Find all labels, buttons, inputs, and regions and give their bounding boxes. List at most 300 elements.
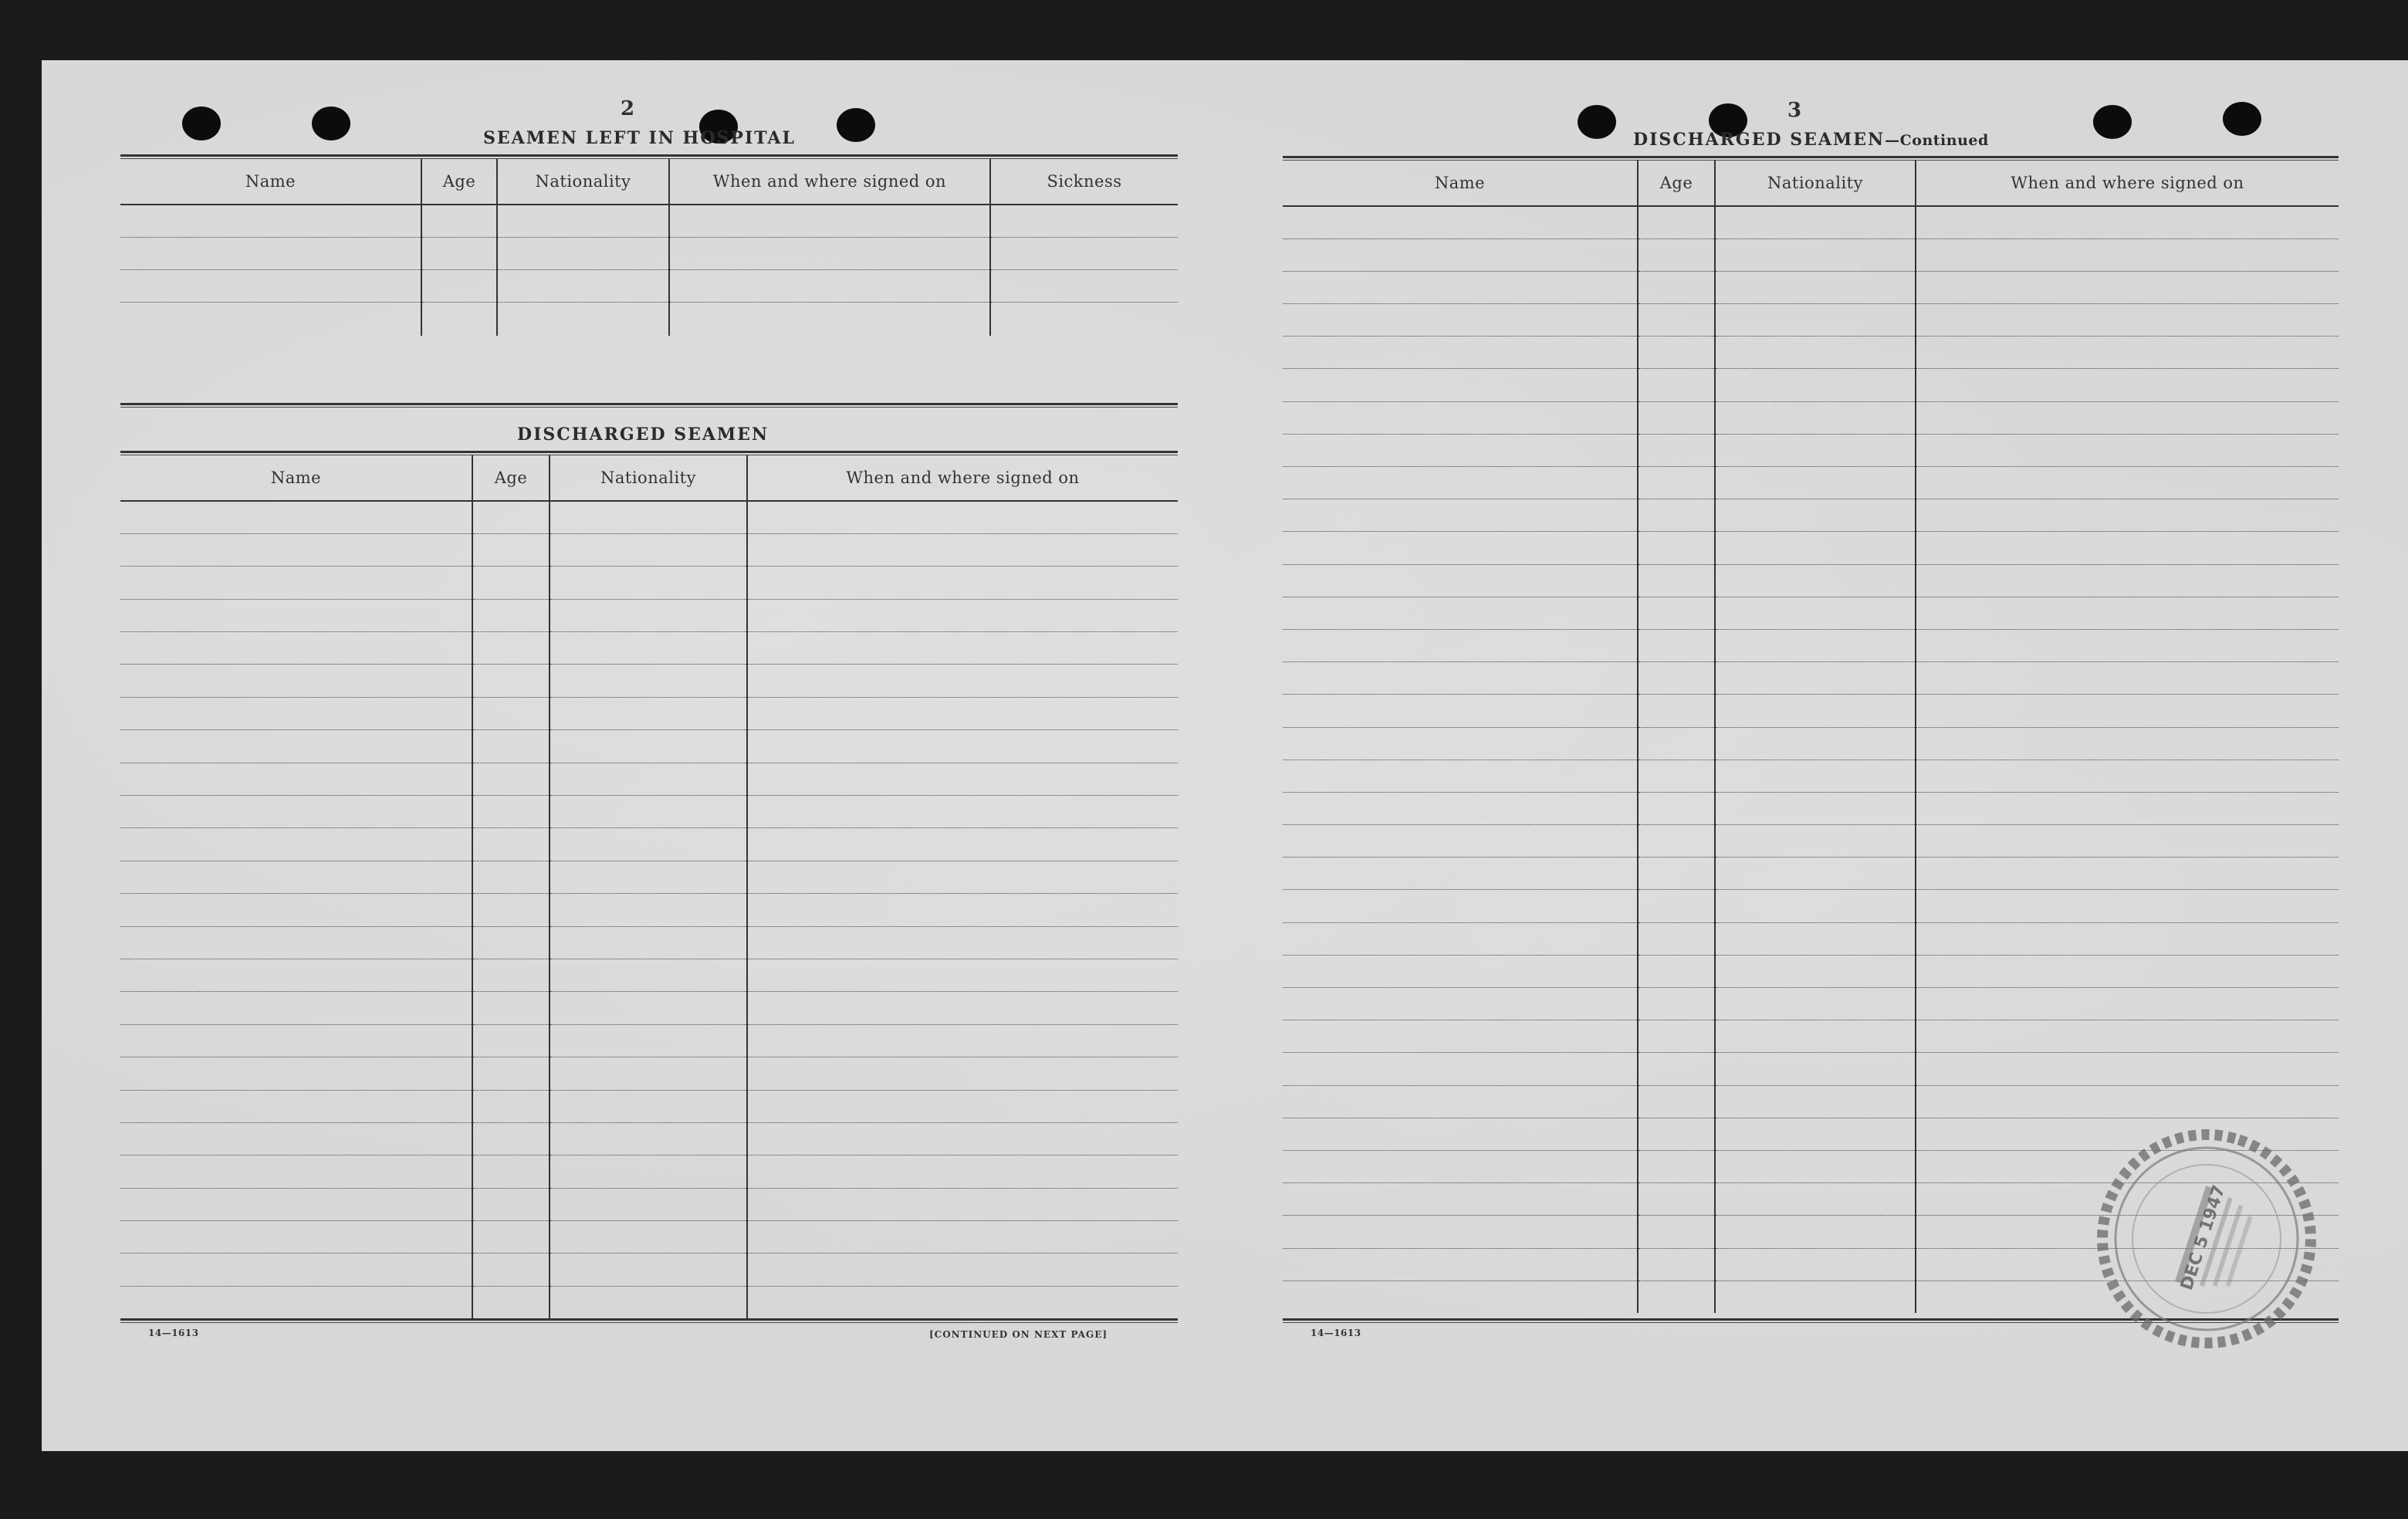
table-row bbox=[1283, 825, 2339, 858]
name-cell[interactable] bbox=[120, 533, 472, 566]
age-cell[interactable] bbox=[472, 1024, 550, 1057]
punch-hole bbox=[837, 108, 875, 142]
table-row bbox=[1283, 727, 2339, 760]
name-cell[interactable] bbox=[1283, 825, 1638, 858]
age-cell[interactable] bbox=[472, 730, 550, 763]
table-row bbox=[1283, 858, 2339, 890]
name-cell[interactable] bbox=[120, 567, 472, 599]
nationality-cell[interactable] bbox=[1715, 434, 1916, 466]
signed-on-cell[interactable] bbox=[1916, 955, 2339, 987]
name-cell[interactable] bbox=[1283, 1183, 1638, 1216]
name-cell[interactable] bbox=[120, 1155, 472, 1188]
nationality-cell[interactable] bbox=[550, 796, 747, 828]
nationality-cell[interactable] bbox=[497, 302, 669, 336]
nationality-cell[interactable] bbox=[550, 533, 747, 566]
signed-on-cell[interactable] bbox=[1916, 532, 2339, 564]
name-cell[interactable] bbox=[120, 1057, 472, 1090]
signed-on-cell[interactable] bbox=[747, 533, 1178, 566]
name-cell[interactable] bbox=[1283, 890, 1638, 922]
name-cell[interactable] bbox=[120, 501, 472, 533]
nationality-cell[interactable] bbox=[1715, 1216, 1916, 1248]
age-cell[interactable] bbox=[472, 697, 550, 729]
name-cell[interactable] bbox=[1283, 532, 1638, 564]
signed-on-cell[interactable] bbox=[747, 665, 1178, 697]
nationality-cell[interactable] bbox=[1715, 1085, 1916, 1118]
signed-on-cell[interactable] bbox=[747, 894, 1178, 926]
column-header-age: Age bbox=[1638, 161, 1715, 206]
name-cell[interactable] bbox=[1283, 304, 1638, 337]
continued-suffix: —Continued bbox=[1885, 132, 1989, 149]
signed-on-cell[interactable] bbox=[747, 632, 1178, 665]
age-cell[interactable] bbox=[472, 861, 550, 893]
signed-on-cell[interactable] bbox=[1916, 304, 2339, 337]
name-cell[interactable] bbox=[1283, 1248, 1638, 1280]
name-cell[interactable] bbox=[120, 599, 472, 631]
age-cell[interactable] bbox=[1638, 922, 1715, 955]
name-cell[interactable] bbox=[1283, 1216, 1638, 1248]
signed-on-cell[interactable] bbox=[1916, 890, 2339, 922]
signed-on-cell[interactable] bbox=[1916, 239, 2339, 271]
signed-on-cell[interactable] bbox=[1916, 760, 2339, 792]
age-cell[interactable] bbox=[1638, 434, 1715, 466]
nationality-cell[interactable] bbox=[1715, 955, 1916, 987]
name-cell[interactable] bbox=[120, 237, 421, 269]
table-row bbox=[120, 665, 1178, 697]
age-cell[interactable] bbox=[1638, 206, 1715, 239]
signed-on-cell[interactable] bbox=[747, 992, 1178, 1024]
nationality-cell[interactable] bbox=[1715, 988, 1916, 1020]
age-cell[interactable] bbox=[472, 992, 550, 1024]
nationality-cell[interactable] bbox=[1715, 695, 1916, 727]
nationality-cell[interactable] bbox=[1715, 597, 1916, 629]
nationality-cell[interactable] bbox=[550, 1188, 747, 1220]
name-cell[interactable] bbox=[120, 861, 472, 893]
signed-on-cell[interactable] bbox=[1916, 629, 2339, 661]
name-cell[interactable] bbox=[120, 926, 472, 959]
name-cell[interactable] bbox=[120, 1221, 472, 1253]
signed-on-cell[interactable] bbox=[747, 1188, 1178, 1220]
nationality-cell[interactable] bbox=[550, 599, 747, 631]
name-cell[interactable] bbox=[1283, 629, 1638, 661]
nationality-cell[interactable] bbox=[1715, 662, 1916, 695]
signed-on-cell[interactable] bbox=[669, 237, 990, 269]
nationality-cell[interactable] bbox=[1715, 1248, 1916, 1280]
nationality-cell[interactable] bbox=[550, 926, 747, 959]
age-cell[interactable] bbox=[472, 1155, 550, 1188]
age-cell[interactable] bbox=[472, 894, 550, 926]
nationality-cell[interactable] bbox=[550, 1024, 747, 1057]
table-row bbox=[120, 1155, 1178, 1188]
age-cell[interactable] bbox=[1638, 629, 1715, 661]
table-row bbox=[120, 926, 1178, 959]
name-cell[interactable] bbox=[1283, 760, 1638, 792]
signed-on-cell[interactable] bbox=[1916, 1020, 2339, 1053]
name-cell[interactable] bbox=[1283, 401, 1638, 434]
signed-on-cell[interactable] bbox=[669, 302, 990, 336]
table-row bbox=[1283, 955, 2339, 987]
name-cell[interactable] bbox=[120, 632, 472, 665]
nationality-cell[interactable] bbox=[550, 992, 747, 1024]
form-number-left: 14—1613 bbox=[148, 1328, 199, 1338]
signed-on-cell[interactable] bbox=[747, 697, 1178, 729]
nationality-cell[interactable] bbox=[550, 697, 747, 729]
table-row bbox=[1283, 532, 2339, 564]
age-cell[interactable] bbox=[1638, 1085, 1715, 1118]
column-header-nationality: Nationality bbox=[497, 159, 669, 205]
name-cell[interactable] bbox=[1283, 662, 1638, 695]
name-cell[interactable] bbox=[120, 205, 421, 237]
age-cell[interactable] bbox=[472, 926, 550, 959]
age-cell[interactable] bbox=[1638, 1248, 1715, 1280]
signed-on-cell[interactable] bbox=[1916, 337, 2339, 369]
nationality-cell[interactable] bbox=[497, 269, 669, 302]
name-cell[interactable] bbox=[1283, 239, 1638, 271]
table-row bbox=[120, 567, 1178, 599]
age-cell[interactable] bbox=[1638, 662, 1715, 695]
table-row bbox=[1283, 1085, 2339, 1118]
age-cell[interactable] bbox=[1638, 564, 1715, 597]
signed-on-cell[interactable] bbox=[1916, 695, 2339, 727]
name-cell[interactable] bbox=[1283, 922, 1638, 955]
name-cell[interactable] bbox=[1283, 467, 1638, 499]
nationality-cell[interactable] bbox=[1715, 532, 1916, 564]
signed-on-cell[interactable] bbox=[669, 269, 990, 302]
nationality-cell[interactable] bbox=[550, 861, 747, 893]
signed-on-cell[interactable] bbox=[1916, 792, 2339, 824]
nationality-cell[interactable] bbox=[550, 894, 747, 926]
nationality-cell[interactable] bbox=[1715, 271, 1916, 303]
table-row bbox=[1283, 629, 2339, 661]
table-row bbox=[1283, 337, 2339, 369]
name-cell[interactable] bbox=[120, 302, 421, 336]
age-cell[interactable] bbox=[472, 1221, 550, 1253]
name-cell[interactable] bbox=[1283, 1053, 1638, 1085]
name-cell[interactable] bbox=[120, 665, 472, 697]
name-cell[interactable] bbox=[120, 763, 472, 795]
signed-on-cell[interactable] bbox=[747, 567, 1178, 599]
nationality-cell[interactable] bbox=[550, 1122, 747, 1155]
signed-on-cell[interactable] bbox=[1916, 825, 2339, 858]
age-cell[interactable] bbox=[472, 1253, 550, 1286]
age-cell[interactable] bbox=[1638, 304, 1715, 337]
age-cell[interactable] bbox=[1638, 1020, 1715, 1053]
page-number-left: 2 bbox=[621, 97, 635, 120]
age-cell[interactable] bbox=[472, 1057, 550, 1090]
name-cell[interactable] bbox=[1283, 1150, 1638, 1182]
nationality-cell[interactable] bbox=[1715, 239, 1916, 271]
table-row bbox=[1283, 467, 2339, 499]
signed-on-cell[interactable] bbox=[1916, 467, 2339, 499]
age-cell[interactable] bbox=[472, 828, 550, 861]
name-cell[interactable] bbox=[120, 959, 472, 991]
page-number-right: 3 bbox=[1787, 99, 1802, 122]
table-row bbox=[120, 269, 1178, 302]
signed-on-cell[interactable] bbox=[1916, 1053, 2339, 1085]
nationality-cell[interactable] bbox=[1715, 1118, 1916, 1150]
column-header-age: Age bbox=[421, 159, 497, 205]
name-cell[interactable] bbox=[1283, 499, 1638, 532]
name-cell[interactable] bbox=[1283, 271, 1638, 303]
table-row bbox=[1283, 564, 2339, 597]
age-cell[interactable] bbox=[1638, 1118, 1715, 1150]
age-cell[interactable] bbox=[1638, 760, 1715, 792]
table-row bbox=[120, 302, 1178, 336]
nationality-cell[interactable] bbox=[1715, 1150, 1916, 1182]
signed-on-cell[interactable] bbox=[1916, 434, 2339, 466]
table-row bbox=[120, 1057, 1178, 1090]
table-row bbox=[120, 1024, 1178, 1057]
signed-on-cell[interactable] bbox=[747, 1122, 1178, 1155]
column-header-nationality: Nationality bbox=[1715, 161, 1916, 206]
signed-on-cell[interactable] bbox=[1916, 1085, 2339, 1118]
nationality-cell[interactable] bbox=[550, 1286, 747, 1318]
nationality-cell[interactable] bbox=[1715, 337, 1916, 369]
table-row bbox=[1283, 239, 2339, 271]
nationality-cell[interactable] bbox=[550, 1090, 747, 1122]
signed-on-cell[interactable] bbox=[747, 1057, 1178, 1090]
name-cell[interactable] bbox=[1283, 1020, 1638, 1053]
name-cell[interactable] bbox=[120, 1188, 472, 1220]
name-cell[interactable] bbox=[1283, 206, 1638, 239]
nationality-cell[interactable] bbox=[1715, 206, 1916, 239]
signed-on-cell[interactable] bbox=[747, 763, 1178, 795]
signed-on-cell[interactable] bbox=[747, 1221, 1178, 1253]
table-row bbox=[1283, 499, 2339, 532]
signed-on-cell[interactable] bbox=[747, 959, 1178, 991]
table-row bbox=[1283, 695, 2339, 727]
age-cell[interactable] bbox=[1638, 499, 1715, 532]
age-cell[interactable] bbox=[421, 269, 497, 302]
name-cell[interactable] bbox=[120, 1090, 472, 1122]
signed-on-cell[interactable] bbox=[747, 730, 1178, 763]
name-cell[interactable] bbox=[120, 1024, 472, 1057]
table-row bbox=[1283, 1020, 2339, 1053]
name-cell[interactable] bbox=[120, 1286, 472, 1318]
nationality-cell[interactable] bbox=[550, 665, 747, 697]
nationality-cell[interactable] bbox=[550, 959, 747, 991]
age-cell[interactable] bbox=[472, 796, 550, 828]
age-cell[interactable] bbox=[1638, 337, 1715, 369]
nationality-cell[interactable] bbox=[1715, 1020, 1916, 1053]
age-cell[interactable] bbox=[1638, 1280, 1715, 1313]
nationality-cell[interactable] bbox=[1715, 629, 1916, 661]
name-cell[interactable] bbox=[1283, 434, 1638, 466]
signed-on-cell[interactable] bbox=[1916, 271, 2339, 303]
signed-on-cell[interactable] bbox=[1916, 597, 2339, 629]
table-row bbox=[1283, 271, 2339, 303]
name-cell[interactable] bbox=[120, 992, 472, 1024]
nationality-cell[interactable] bbox=[1715, 369, 1916, 401]
age-cell[interactable] bbox=[1638, 369, 1715, 401]
name-cell[interactable] bbox=[1283, 1118, 1638, 1150]
nationality-cell[interactable] bbox=[497, 205, 669, 237]
name-cell[interactable] bbox=[1283, 858, 1638, 890]
age-cell[interactable] bbox=[472, 599, 550, 631]
nationality-cell[interactable] bbox=[1715, 1053, 1916, 1085]
nationality-cell[interactable] bbox=[550, 730, 747, 763]
nationality-cell[interactable] bbox=[1715, 727, 1916, 760]
sickness-cell[interactable] bbox=[990, 269, 1178, 302]
signed-on-cell[interactable] bbox=[1916, 401, 2339, 434]
age-cell[interactable] bbox=[1638, 239, 1715, 271]
signed-on-cell[interactable] bbox=[747, 1090, 1178, 1122]
age-cell[interactable] bbox=[472, 763, 550, 795]
nationality-cell[interactable] bbox=[1715, 564, 1916, 597]
signed-on-cell[interactable] bbox=[1916, 499, 2339, 532]
nationality-cell[interactable] bbox=[1715, 499, 1916, 532]
table-header-row bbox=[120, 455, 1178, 501]
name-cell[interactable] bbox=[120, 1122, 472, 1155]
signed-on-cell[interactable] bbox=[1916, 988, 2339, 1020]
discharged-section-title: DISCHARGED SEAMEN bbox=[517, 425, 769, 445]
signed-on-cell[interactable] bbox=[1916, 922, 2339, 955]
nationality-cell[interactable] bbox=[550, 1057, 747, 1090]
nationality-cell[interactable] bbox=[1715, 792, 1916, 824]
age-cell[interactable] bbox=[421, 302, 497, 336]
age-cell[interactable] bbox=[1638, 955, 1715, 987]
table-row bbox=[120, 533, 1178, 566]
age-cell[interactable] bbox=[1638, 1183, 1715, 1216]
age-cell[interactable] bbox=[1638, 401, 1715, 434]
age-cell[interactable] bbox=[1638, 1216, 1715, 1248]
age-cell[interactable] bbox=[472, 501, 550, 533]
nationality-cell[interactable] bbox=[550, 1253, 747, 1286]
name-cell[interactable] bbox=[1283, 337, 1638, 369]
age-cell[interactable] bbox=[1638, 695, 1715, 727]
hospital-table bbox=[120, 159, 1178, 336]
signed-on-cell[interactable] bbox=[1916, 662, 2339, 695]
signed-on-cell[interactable] bbox=[747, 926, 1178, 959]
nationality-cell[interactable] bbox=[1715, 760, 1916, 792]
signed-on-cell[interactable] bbox=[747, 796, 1178, 828]
sickness-cell[interactable] bbox=[990, 302, 1178, 336]
name-cell[interactable] bbox=[120, 269, 421, 302]
nationality-cell[interactable] bbox=[1715, 825, 1916, 858]
sickness-cell[interactable] bbox=[990, 237, 1178, 269]
nationality-cell[interactable] bbox=[550, 632, 747, 665]
nationality-cell[interactable] bbox=[1715, 304, 1916, 337]
age-cell[interactable] bbox=[1638, 858, 1715, 890]
nationality-cell[interactable] bbox=[550, 501, 747, 533]
age-cell[interactable] bbox=[1638, 1150, 1715, 1182]
name-cell[interactable] bbox=[120, 894, 472, 926]
nationality-cell[interactable] bbox=[550, 828, 747, 861]
age-cell[interactable] bbox=[421, 205, 497, 237]
age-cell[interactable] bbox=[1638, 792, 1715, 824]
nationality-cell[interactable] bbox=[1715, 890, 1916, 922]
name-cell[interactable] bbox=[120, 796, 472, 828]
signed-on-cell[interactable] bbox=[1916, 564, 2339, 597]
name-cell[interactable] bbox=[120, 730, 472, 763]
name-cell[interactable] bbox=[1283, 792, 1638, 824]
name-cell[interactable] bbox=[1283, 597, 1638, 629]
table-row bbox=[1283, 597, 2339, 629]
nationality-cell[interactable] bbox=[1715, 1280, 1916, 1313]
nationality-cell[interactable] bbox=[1715, 858, 1916, 890]
signed-on-cell[interactable] bbox=[747, 599, 1178, 631]
signed-on-cell[interactable] bbox=[1916, 727, 2339, 760]
name-cell[interactable] bbox=[1283, 727, 1638, 760]
age-cell[interactable] bbox=[472, 959, 550, 991]
age-cell[interactable] bbox=[472, 1122, 550, 1155]
signed-on-cell[interactable] bbox=[747, 861, 1178, 893]
sickness-cell[interactable] bbox=[990, 205, 1178, 237]
table-row bbox=[120, 992, 1178, 1024]
signed-on-cell[interactable] bbox=[747, 1253, 1178, 1286]
signed-on-cell[interactable] bbox=[1916, 206, 2339, 239]
age-cell[interactable] bbox=[472, 1090, 550, 1122]
column-header-name: Name bbox=[1283, 161, 1638, 206]
age-cell[interactable] bbox=[1638, 988, 1715, 1020]
age-cell[interactable] bbox=[472, 1286, 550, 1318]
table-row bbox=[120, 1122, 1178, 1155]
signed-on-cell[interactable] bbox=[747, 501, 1178, 533]
signed-on-cell[interactable] bbox=[1916, 369, 2339, 401]
name-cell[interactable] bbox=[120, 828, 472, 861]
name-cell[interactable] bbox=[120, 1253, 472, 1286]
column-header-name: Name bbox=[120, 455, 472, 501]
name-cell[interactable] bbox=[1283, 695, 1638, 727]
nationality-cell[interactable] bbox=[1715, 922, 1916, 955]
table-row bbox=[120, 205, 1178, 237]
age-cell[interactable] bbox=[472, 1188, 550, 1220]
age-cell[interactable] bbox=[1638, 890, 1715, 922]
age-cell[interactable] bbox=[472, 665, 550, 697]
age-cell[interactable] bbox=[1638, 727, 1715, 760]
nationality-cell[interactable] bbox=[550, 1221, 747, 1253]
signed-on-cell[interactable] bbox=[747, 1155, 1178, 1188]
signed-on-cell[interactable] bbox=[1916, 858, 2339, 890]
signed-on-cell[interactable] bbox=[747, 1286, 1178, 1318]
table-row bbox=[120, 697, 1178, 729]
continued-note: [CONTINUED ON NEXT PAGE] bbox=[929, 1329, 1108, 1340]
age-cell[interactable] bbox=[472, 632, 550, 665]
nationality-cell[interactable] bbox=[1715, 1183, 1916, 1216]
nationality-cell[interactable] bbox=[1715, 401, 1916, 434]
nationality-cell[interactable] bbox=[550, 763, 747, 795]
signed-on-cell[interactable] bbox=[747, 828, 1178, 861]
nationality-cell[interactable] bbox=[550, 567, 747, 599]
age-cell[interactable] bbox=[1638, 597, 1715, 629]
age-cell[interactable] bbox=[472, 567, 550, 599]
age-cell[interactable] bbox=[472, 533, 550, 566]
name-cell[interactable] bbox=[120, 697, 472, 729]
age-cell[interactable] bbox=[1638, 1053, 1715, 1085]
table-row bbox=[1283, 792, 2339, 824]
nationality-cell[interactable] bbox=[1715, 467, 1916, 499]
name-cell[interactable] bbox=[1283, 1280, 1638, 1313]
hospital-section-title: SEAMEN LEFT IN HOSPITAL bbox=[483, 128, 796, 148]
name-cell[interactable] bbox=[1283, 955, 1638, 987]
punch-hole bbox=[2223, 102, 2261, 136]
age-cell[interactable] bbox=[1638, 271, 1715, 303]
age-cell[interactable] bbox=[421, 237, 497, 269]
name-cell[interactable] bbox=[1283, 1085, 1638, 1118]
discharged-continued-title-text: DISCHARGED SEAMEN bbox=[1633, 130, 1885, 150]
age-cell[interactable] bbox=[1638, 467, 1715, 499]
nationality-cell[interactable] bbox=[497, 237, 669, 269]
name-cell[interactable] bbox=[1283, 369, 1638, 401]
age-cell[interactable] bbox=[1638, 532, 1715, 564]
name-cell[interactable] bbox=[1283, 988, 1638, 1020]
signed-on-cell[interactable] bbox=[747, 1024, 1178, 1057]
nationality-cell[interactable] bbox=[550, 1155, 747, 1188]
age-cell[interactable] bbox=[1638, 825, 1715, 858]
name-cell[interactable] bbox=[1283, 564, 1638, 597]
table-row bbox=[1283, 434, 2339, 466]
table-row bbox=[120, 894, 1178, 926]
signed-on-cell[interactable] bbox=[669, 205, 990, 237]
